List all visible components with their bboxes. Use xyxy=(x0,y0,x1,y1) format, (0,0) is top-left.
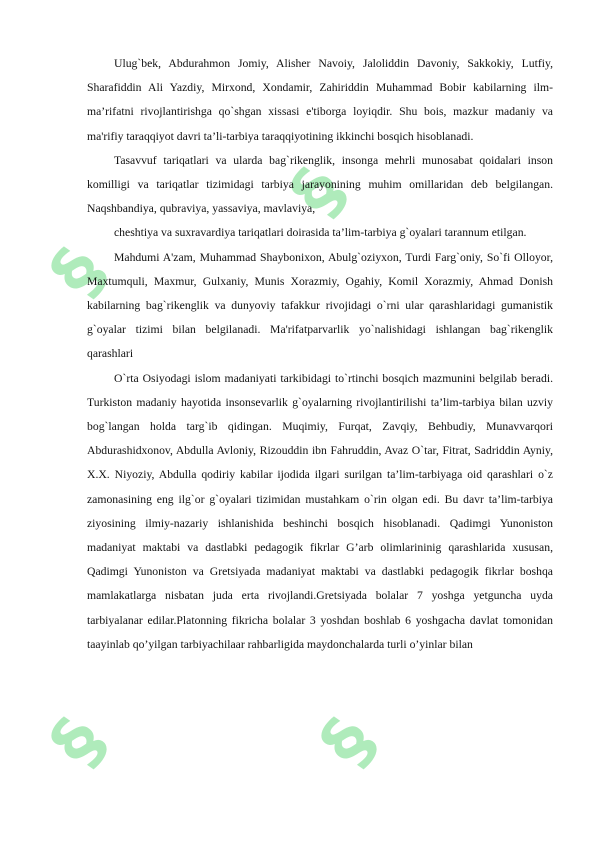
paragraph: Mahdumi A'zam, Muhammad Shaybonixon, Abulg`oziyxon, Turdi Farg`oniy, So`fi Olloyor, Maxtumquli, Maxmur, Gulxaniy, Munis Xorazmiy, Ogahiy, Komil Xorazmiy, Ahmad Donish kabilarning bag`rikenglik va dunyoviy tafakkur rivojidagi o`rni ular qarashlaridagi gumanistik g`oyalar tizimi bilan belgilanadi. Ma'rifatparvarlik yo`nalishidagi ishlangan bag`rikenglik qarashlari xyxy=(87,250,553,361)
paragraph: Ulug`bek, Abdurahmon Jomiy, Alisher Navoiy, Jaloliddin Davoniy, Sakkokiy, Lutfiy, Sharafiddin Ali Yazdiy, Mirxond, Xondamir, Zahiriddin Muhammad Bobir kabilarning ilm-ma’rifatni rivojlantirishga qo`shgan xissasi e'tiborga loyiqdir. Shu bois, mazkur madaniy va ma'rifiy taraqqiyot davri ta’li-tarbiya taraqqiyotining ikkinchi bosqich hisoblanadi. xyxy=(87,57,553,143)
paragraph: O`rta Osiyodagi islom madaniyati tarkibidagi to`rtinchi bosqich mazmunini belgilab beradi. Turkiston madaniy hayotida insonsevarlik g`oyalarning rivojlantirilishi ta’lim-tarbiya bilan uzviy bog`langan holda targ`ib qidingan. Muqimiy, Furqat, Zavqiy, Behbudiy, Munavvarqori Abdurashidxonov, Abdulla Avloniy, Rizouddin ibn Fahruddin, Avaz O`tar, Fitrat, Sadriddin Ayniy, X.X. Niyoziy, Abdulla qodiriy kabilar ijodida ilgari surilgan ta’lim-tarbiyaga oid qarashlari o`z zamonasining eng ilg`or g`oyalari tizimidan mustahkam o`rin olgan edi. Bu davr ta’lim-tarbiya ziyosining ilmiy-nazariy ishlanishida beshinchi bosqich hisoblanadi. Qadimgi Yunoniston madaniyat maktabi va dastlabki pedagogik fikrlar G’arb olimlarininig qarashlarida xususan, Qadimgi Yunoniston va Gretsiyada madaniyat maktabi va dastlabki pedagogik fikrlar boshqa mamlakatlarga nisbatan juda erta rivojlandi.Gretsiyada bolalar 7 yoshga yetguncha uyda tarbiyalanar edilar.Platonning fikricha bolalar 3 yoshdan boshlab 6 yoshgacha davlat tomonidan taayinlab qo’yilgan tarbiyachilaar rahbarligida maydonchalarda turli o’yinlar bilan xyxy=(87,371,553,651)
watermark-glyph: § xyxy=(34,232,123,310)
body-text xyxy=(87,52,553,657)
paragraph: cheshtiya va suxravardiya tariqatlari doirasida ta’lim-tarbiya g`oyalari tarannum etilgan. xyxy=(114,226,527,240)
paragraph: Tasavvuf tariqatlari va ularda bag`rikenglik, insonga mehrli munosabat qoidalari inson komilligi va tariqatlar tizimidagi tarbiya jarayonining muhim omillaridan deb belgilangan. Naqshbandiya, qubraviya, yassaviya, mavlaviya, xyxy=(87,153,553,216)
watermark-glyph: § xyxy=(34,702,123,780)
watermark-glyph: § xyxy=(304,702,393,780)
watermark-glyph: § xyxy=(274,152,363,230)
